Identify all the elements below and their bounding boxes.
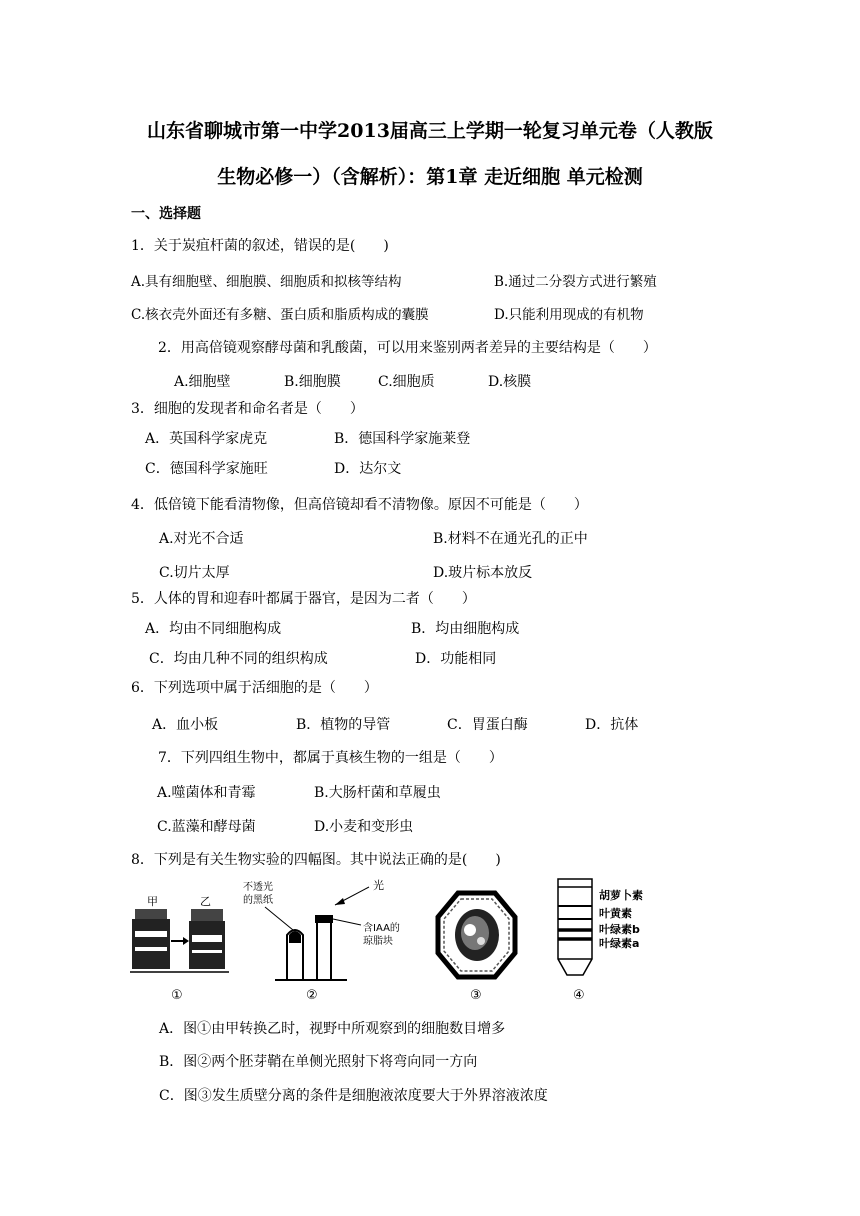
figure-1-beakers [130,895,229,1003]
question-5-option-a: A．均由不同细胞构成 [145,621,282,637]
question-2-option-a: A.细胞壁 [174,374,231,390]
figure-2-coleoptiles [243,878,400,1003]
question-6-option-b: B．植物的导管 [296,717,391,733]
question-1-stem: 1．关于炭疽杆菌的叙述，错误的是( ) [131,238,389,254]
question-7-stem: 7．下列四组生物中，都属于真核生物的一组是（ ） [158,750,503,766]
question-6-option-c: C．胃蛋白酶 [447,717,528,733]
figure-2-paper-label-2: 的黑纸 [243,895,273,906]
question-3-stem: 3．细胞的发现者和命名者是（ ） [131,401,364,417]
question-5-option-d: D．功能相同 [415,651,497,667]
question-2-option-c: C.细胞质 [378,374,435,390]
question-1-option-c: C.核衣壳外面还有多糖、蛋白质和脂质构成的囊膜 [131,307,429,323]
question-5-stem: 5．人体的胃和迎春叶都属于器官，是因为二者（ ） [131,591,476,607]
figure-4-chromatography [558,879,643,1003]
figure-2-iaa-label-2: 琼脂块 [363,936,393,947]
question-6-stem: 6．下列选项中属于活细胞的是（ ） [131,680,378,696]
figure-2-light-label: 光 [373,879,384,892]
experiment-figure [125,875,685,1005]
question-1-option-b: B.通过二分裂方式进行繁殖 [494,274,657,290]
question-4-option-a: A.对光不合适 [159,531,244,547]
question-7-option-b: B.大肠杆菌和草履虫 [314,785,441,801]
figure-4-band-carotene: 胡萝卜素 [599,889,643,902]
question-1-option-d: D.只能利用现成的有机物 [494,307,644,323]
question-4-option-b: B.材料不在通光孔的正中 [433,531,588,547]
figure-4-number: ④ [573,988,585,1003]
figure-4-band-chlorophyll-b: 叶绿素b [599,923,640,936]
question-2-option-d: D.核膜 [488,374,532,390]
figure-2-number: ② [306,988,318,1003]
figure-2-paper-label-1: 不透光 [243,882,273,893]
question-8-option-b: B．图②两个胚芽鞘在单侧光照射下将弯向同一方向 [159,1054,478,1070]
question-8-option-a: A．图①由甲转换乙时，视野中所观察到的细胞数目增多 [159,1021,506,1037]
figure-1-number: ① [171,988,183,1003]
figure-1-label-jia: 甲 [147,895,158,908]
question-3-option-a: A．英国科学家虎克 [145,431,268,447]
title-line-2: 生物必修一）（含解析）：第1章 走近细胞 单元检测 [217,166,643,188]
question-1-option-a: A.具有细胞壁、细胞膜、细胞质和拟核等结构 [131,274,402,290]
question-3-option-d: D．达尔文 [334,461,402,477]
question-6-option-d: D．抗体 [585,717,639,733]
question-2-stem: 2．用高倍镜观察酵母菌和乳酸菌，可以用来鉴别两者差异的主要结构是（ ） [158,340,657,356]
question-5-option-b: B．均由细胞构成 [411,621,520,637]
question-3-option-b: B．德国科学家施莱登 [334,431,471,447]
figure-3-number: ③ [470,988,482,1003]
question-4-option-c: C.切片太厚 [159,565,230,581]
figure-2-iaa-label-1: 含IAA的 [363,923,400,934]
question-8-option-c: C．图③发生质壁分离的条件是细胞液浓度要大于外界溶液浓度 [159,1088,548,1104]
question-4-option-d: D.玻片标本放反 [433,565,533,581]
figure-4-band-xanthophyll: 叶黄素 [599,907,632,920]
figure-3-plant-cell [438,893,515,1003]
title-line-1: 山东省聊城市第一中学2013届高三上学期一轮复习单元卷（人教版 [147,120,713,142]
figure-4-band-chlorophyll-a: 叶绿素a [599,937,640,950]
question-7-option-a: A.噬菌体和青霉 [157,785,256,801]
question-7-option-c: C.蓝藻和酵母菌 [157,819,256,835]
question-8-stem: 8．下列是有关生物实验的四幅图。其中说法正确的是( ) [131,852,501,868]
question-3-option-c: C．德国科学家施旺 [145,461,268,477]
section-heading: 一、选择题 [131,206,201,222]
question-6-option-a: A．血小板 [152,717,219,733]
question-7-option-d: D.小麦和变形虫 [314,819,414,835]
question-5-option-c: C．均由几种不同的组织构成 [149,651,328,667]
question-2-option-b: B.细胞膜 [284,374,341,390]
figure-1-label-yi: 乙 [200,895,211,908]
question-4-stem: 4．低倍镜下能看清物像，但高倍镜却看不清物像。原因不可能是（ ） [131,497,588,513]
